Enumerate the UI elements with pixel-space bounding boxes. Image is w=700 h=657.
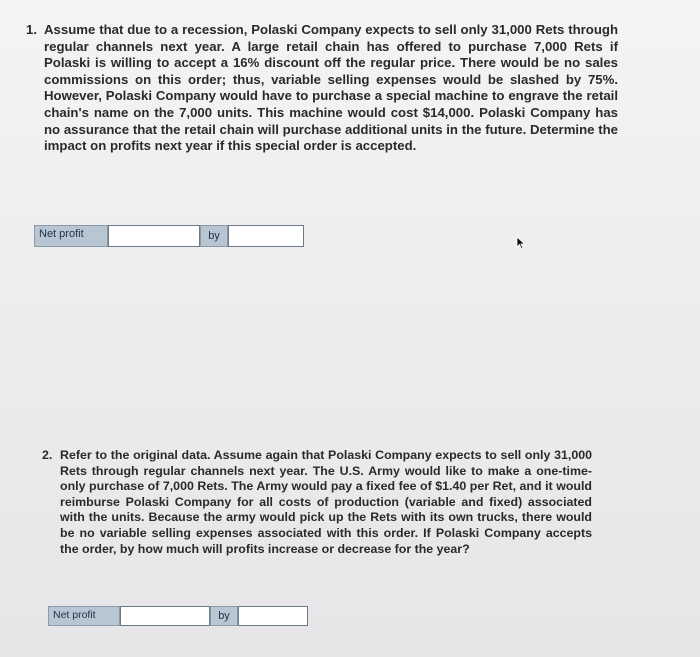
increase-decrease-select-2[interactable] [120,606,210,626]
amount-input-2[interactable] [238,606,308,626]
answer-row-2 [48,606,308,626]
question-2-number: 2. [42,448,53,462]
increase-decrease-select-1[interactable] [108,225,200,247]
amount-input-1[interactable] [228,225,304,247]
question-1 [26,22,618,155]
answer-row-1 [34,225,304,247]
question-1-text: Assume that due to a recession, Polaski Company expects to sell only 31,000 Rets through regular channels next year. A large retail chain has offered to purchase 7,000 Rets if Polaski is willing to accept a 16% discount off the regular price. There would be no sales commissions on this order; thus, variable selling expenses would be slashed by 75%. However, Polaski Company would have to purchase a special machine to engrave the retail chain's name on the 7,000 units. This machine would cost $14,000. Polaski Company has no assurance that the retail chain will purchase additional units in the future. Determine the impact on profits next year if this special order is accepted. [44,22,618,154]
net-profit-label-2: Net profit [48,606,120,626]
by-label-2: by [210,606,238,626]
question-2-text: Refer to the original data. Assume again that Polaski Company expects to sell only 31,000 Rets through regular channels next year. The U.S. Army would like to make a one-time-only purchase of 7,000 Rets. The Army would pay a fixed fee of $1.40 per Ret, and it would reimburse Polaski Company for all costs of production (variable and fixed) associated with the units. Because the army would pick up the Rets with its own trucks, there would be no variable selling expenses associated with this order. If Polaski Company accepts the order, by how much will profits increase or decrease for the year? [60,448,592,556]
question-1-number: 1. [26,22,37,37]
question-2 [42,448,592,557]
mouse-pointer-icon [516,236,526,250]
net-profit-label-1: Net profit [34,225,108,247]
by-label-1: by [200,225,228,247]
